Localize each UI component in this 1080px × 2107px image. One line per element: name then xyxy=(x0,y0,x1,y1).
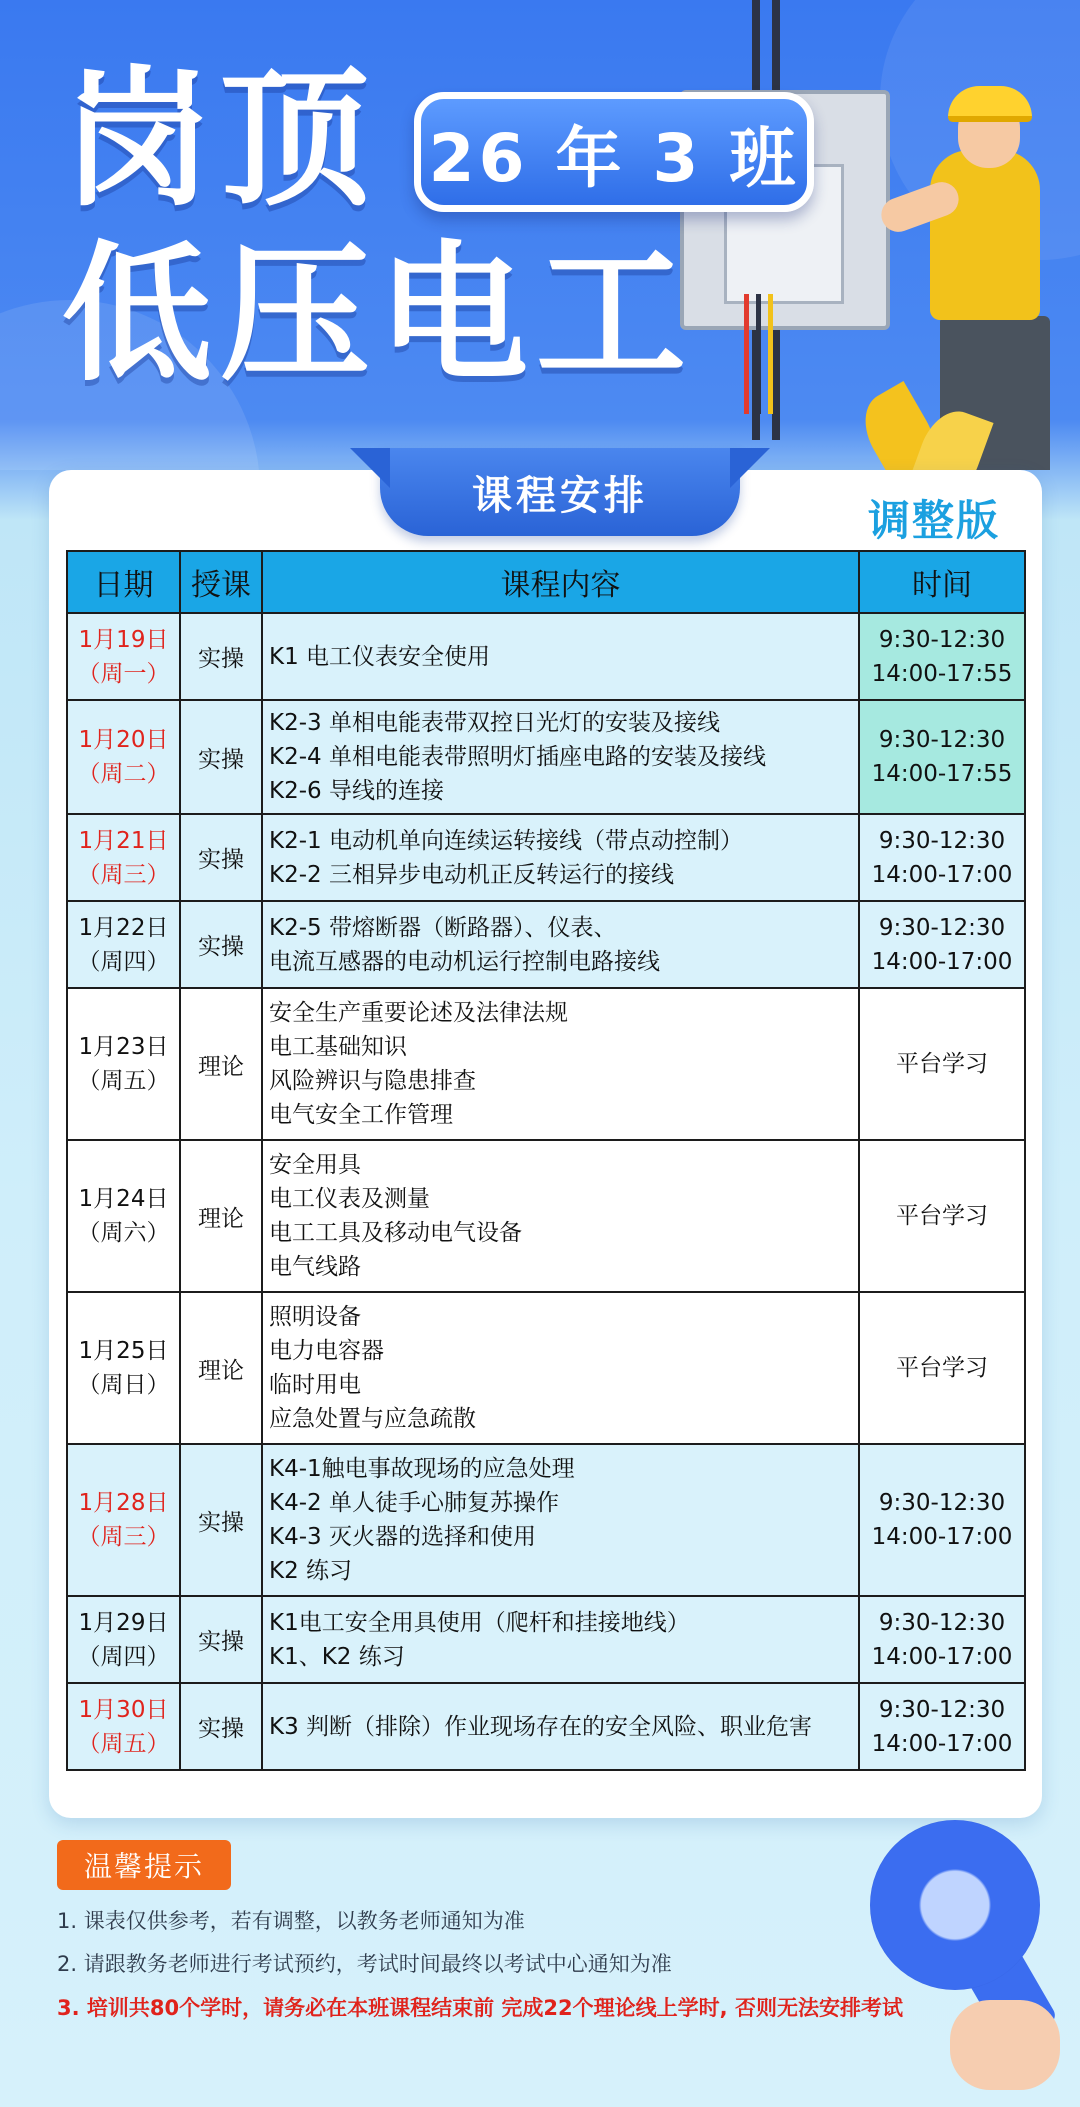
date-text: 1月20日 xyxy=(78,727,169,753)
date-text: 1月21日 xyxy=(78,827,169,854)
date-cell xyxy=(67,1596,180,1683)
weekday-text: （周六） xyxy=(77,1220,170,1246)
table-row xyxy=(67,1596,1025,1683)
weekday-text: （周四） xyxy=(77,948,170,975)
megaphone-icon xyxy=(860,1800,1080,2107)
tip-item: 2. 请跟教务老师进行考试预约，考试时间最终以考试中心通知为准 xyxy=(57,1952,672,1976)
weekday-text: （周四） xyxy=(77,1643,170,1670)
time-line: 14:00-17:00 xyxy=(871,861,1013,888)
wire xyxy=(756,294,761,414)
content-line: K2-5 带熔断器（断路器）、仪表、 xyxy=(269,914,617,941)
class-badge: 26 年 3 班 xyxy=(414,92,814,212)
content-line: 电气线路 xyxy=(269,1254,361,1280)
tips-badge: 温馨提示 xyxy=(57,1840,231,1890)
table-row xyxy=(67,814,1025,901)
date-cell xyxy=(67,988,180,1140)
content-line: 临时用电 xyxy=(269,1372,361,1398)
content-cell xyxy=(262,814,859,901)
content-cell xyxy=(262,1140,859,1292)
date-cell xyxy=(67,613,180,700)
header-content: 课程内容 xyxy=(262,551,859,613)
time-line: 9:30-12:30 xyxy=(878,827,1006,854)
content-cell xyxy=(262,700,859,814)
content-line: K2-6 导线的连接 xyxy=(269,778,444,804)
date-text: 1月29日 xyxy=(78,1609,169,1636)
type-cell: 实操 xyxy=(180,700,262,814)
content-line: K4-1触电事故现场的应急处理 xyxy=(269,1456,575,1482)
time-line: 9:30-12:30 xyxy=(878,914,1006,941)
date-cell xyxy=(67,1683,180,1770)
type-cell: 实操 xyxy=(180,1596,262,1683)
time-cell xyxy=(859,1140,1025,1292)
date-cell xyxy=(67,1444,180,1596)
time-line: 9:30-12:30 xyxy=(878,626,1006,653)
schedule-tab-label: 课程安排 xyxy=(380,448,740,536)
date-text: 1月28日 xyxy=(78,1490,169,1516)
wire xyxy=(768,294,773,414)
content-line: 电工工具及移动电气设备 xyxy=(269,1220,522,1246)
time-line: 9:30-12:30 xyxy=(878,1490,1006,1516)
weekday-text: （周五） xyxy=(77,1730,170,1757)
time-line: 14:00-17:00 xyxy=(871,1524,1013,1550)
content-line: 电工基础知识 xyxy=(269,1034,407,1060)
type-cell: 理论 xyxy=(180,1292,262,1444)
table-row xyxy=(67,1292,1025,1444)
time-line: 14:00-17:00 xyxy=(871,1643,1013,1670)
content-line: K4-2 单人徒手心肺复苏操作 xyxy=(269,1490,559,1516)
content-cell xyxy=(262,1683,859,1770)
date-text: 1月23日 xyxy=(78,1034,169,1060)
tip-item-warning: 3. 培训共80个学时，请务必在本班课程结束前 完成22个理论线上学时, 否则无法安排考试 xyxy=(57,1996,903,2020)
tip-item: 1. 课表仅供参考，若有调整，以教务老师通知为准 xyxy=(57,1909,525,1933)
content-line: 电工仪表及测量 xyxy=(269,1186,430,1212)
wire xyxy=(744,294,749,414)
time-line: 14:00-17:00 xyxy=(871,948,1013,975)
content-line: 应急处置与应急疏散 xyxy=(269,1406,476,1432)
table-row xyxy=(67,1140,1025,1292)
date-text: 1月30日 xyxy=(78,1696,169,1723)
content-line: K4-3 灭火器的选择和使用 xyxy=(269,1524,536,1550)
content-line: K2 练习 xyxy=(269,1558,353,1584)
content-line: 电气安全工作管理 xyxy=(269,1102,453,1128)
time-line: 14:00-17:00 xyxy=(871,1730,1013,1757)
hand-icon xyxy=(950,2000,1060,2090)
content-line: K2-1 电动机单向连续运转接线（带点动控制） xyxy=(269,827,743,854)
time-line: 14:00-17:55 xyxy=(871,761,1013,787)
hard-hat-icon xyxy=(948,86,1032,122)
table-row xyxy=(67,700,1025,814)
header-banner xyxy=(0,0,1080,470)
content-line: 安全用具 xyxy=(269,1152,361,1178)
type-cell: 实操 xyxy=(180,613,262,700)
content-cell xyxy=(262,613,859,700)
content-line: 电力电容器 xyxy=(269,1338,384,1364)
weekday-text: （周三） xyxy=(77,1524,170,1550)
time-cell xyxy=(859,901,1025,988)
weekday-text: （周五） xyxy=(77,1068,170,1094)
content-line: 风险辨识与隐患排查 xyxy=(269,1068,476,1094)
type-cell: 理论 xyxy=(180,988,262,1140)
time-line: 14:00-17:55 xyxy=(871,660,1013,687)
page-title-line2: 低压电工 xyxy=(62,228,695,402)
table-row xyxy=(67,1444,1025,1596)
header-type: 授课 xyxy=(180,551,262,613)
time-line: 9:30-12:30 xyxy=(878,727,1006,753)
type-cell: 实操 xyxy=(180,1683,262,1770)
type-cell: 理论 xyxy=(180,1140,262,1292)
weekday-text: （周三） xyxy=(77,861,170,888)
type-cell: 实操 xyxy=(180,901,262,988)
date-text: 1月25日 xyxy=(78,1338,169,1364)
table-row xyxy=(67,1683,1025,1770)
content-line: 安全生产重要论述及法律法规 xyxy=(269,1000,568,1026)
content-line: K2-3 单相电能表带双控日光灯的安装及接线 xyxy=(269,710,720,736)
time-line: 9:30-12:30 xyxy=(878,1609,1006,1636)
time-line: 平台学习 xyxy=(896,1051,988,1077)
table-row xyxy=(67,613,1025,700)
time-cell xyxy=(859,1292,1025,1444)
time-cell xyxy=(859,814,1025,901)
content-cell xyxy=(262,901,859,988)
date-cell xyxy=(67,700,180,814)
page-title-line1: 岗顶 xyxy=(62,53,379,227)
megaphone-cone xyxy=(870,1820,1040,1990)
time-cell xyxy=(859,613,1025,700)
date-cell xyxy=(67,814,180,901)
weekday-text: （周二） xyxy=(77,761,170,787)
content-cell xyxy=(262,988,859,1140)
weekday-text: （周一） xyxy=(77,660,170,687)
content-cell xyxy=(262,1292,859,1444)
type-cell: 实操 xyxy=(180,814,262,901)
content-cell xyxy=(262,1444,859,1596)
date-text: 1月24日 xyxy=(78,1186,169,1212)
header-time: 时间 xyxy=(859,551,1025,613)
date-cell xyxy=(67,901,180,988)
date-text: 1月19日 xyxy=(78,626,169,653)
schedule-table xyxy=(66,550,1026,1771)
time-line: 平台学习 xyxy=(896,1203,988,1229)
content-line: K1 电工仪表安全使用 xyxy=(269,643,491,670)
content-line: K3 判断（排除）作业现场存在的安全风险、职业危害 xyxy=(269,1713,813,1740)
time-cell xyxy=(859,700,1025,814)
time-cell xyxy=(859,1596,1025,1683)
table-row xyxy=(67,988,1025,1140)
content-line: 电流互感器的电动机运行控制电路接线 xyxy=(269,948,660,975)
content-line: K1电工安全用具使用（爬杆和挂接地线） xyxy=(269,1609,690,1636)
header-date: 日期 xyxy=(67,551,180,613)
revised-version-label: 调整版 xyxy=(868,496,1001,545)
content-line: K2-2 三相异步电动机正反转运行的接线 xyxy=(269,861,674,888)
time-cell xyxy=(859,1683,1025,1770)
table-header-row xyxy=(67,551,1025,613)
table-row xyxy=(67,901,1025,988)
content-line: K2-4 单相电能表带照明灯插座电路的安装及接线 xyxy=(269,744,766,770)
date-text: 1月22日 xyxy=(78,914,169,941)
time-cell xyxy=(859,1444,1025,1596)
time-cell xyxy=(859,988,1025,1140)
content-cell xyxy=(262,1596,859,1683)
date-cell xyxy=(67,1292,180,1444)
worker-body xyxy=(930,150,1040,320)
time-line: 9:30-12:30 xyxy=(878,1696,1006,1723)
content-line: K1、K2 练习 xyxy=(269,1643,405,1670)
type-cell: 实操 xyxy=(180,1444,262,1596)
date-cell xyxy=(67,1140,180,1292)
content-line: 照明设备 xyxy=(269,1304,361,1330)
time-line: 平台学习 xyxy=(896,1355,988,1381)
weekday-text: （周日） xyxy=(77,1372,170,1398)
